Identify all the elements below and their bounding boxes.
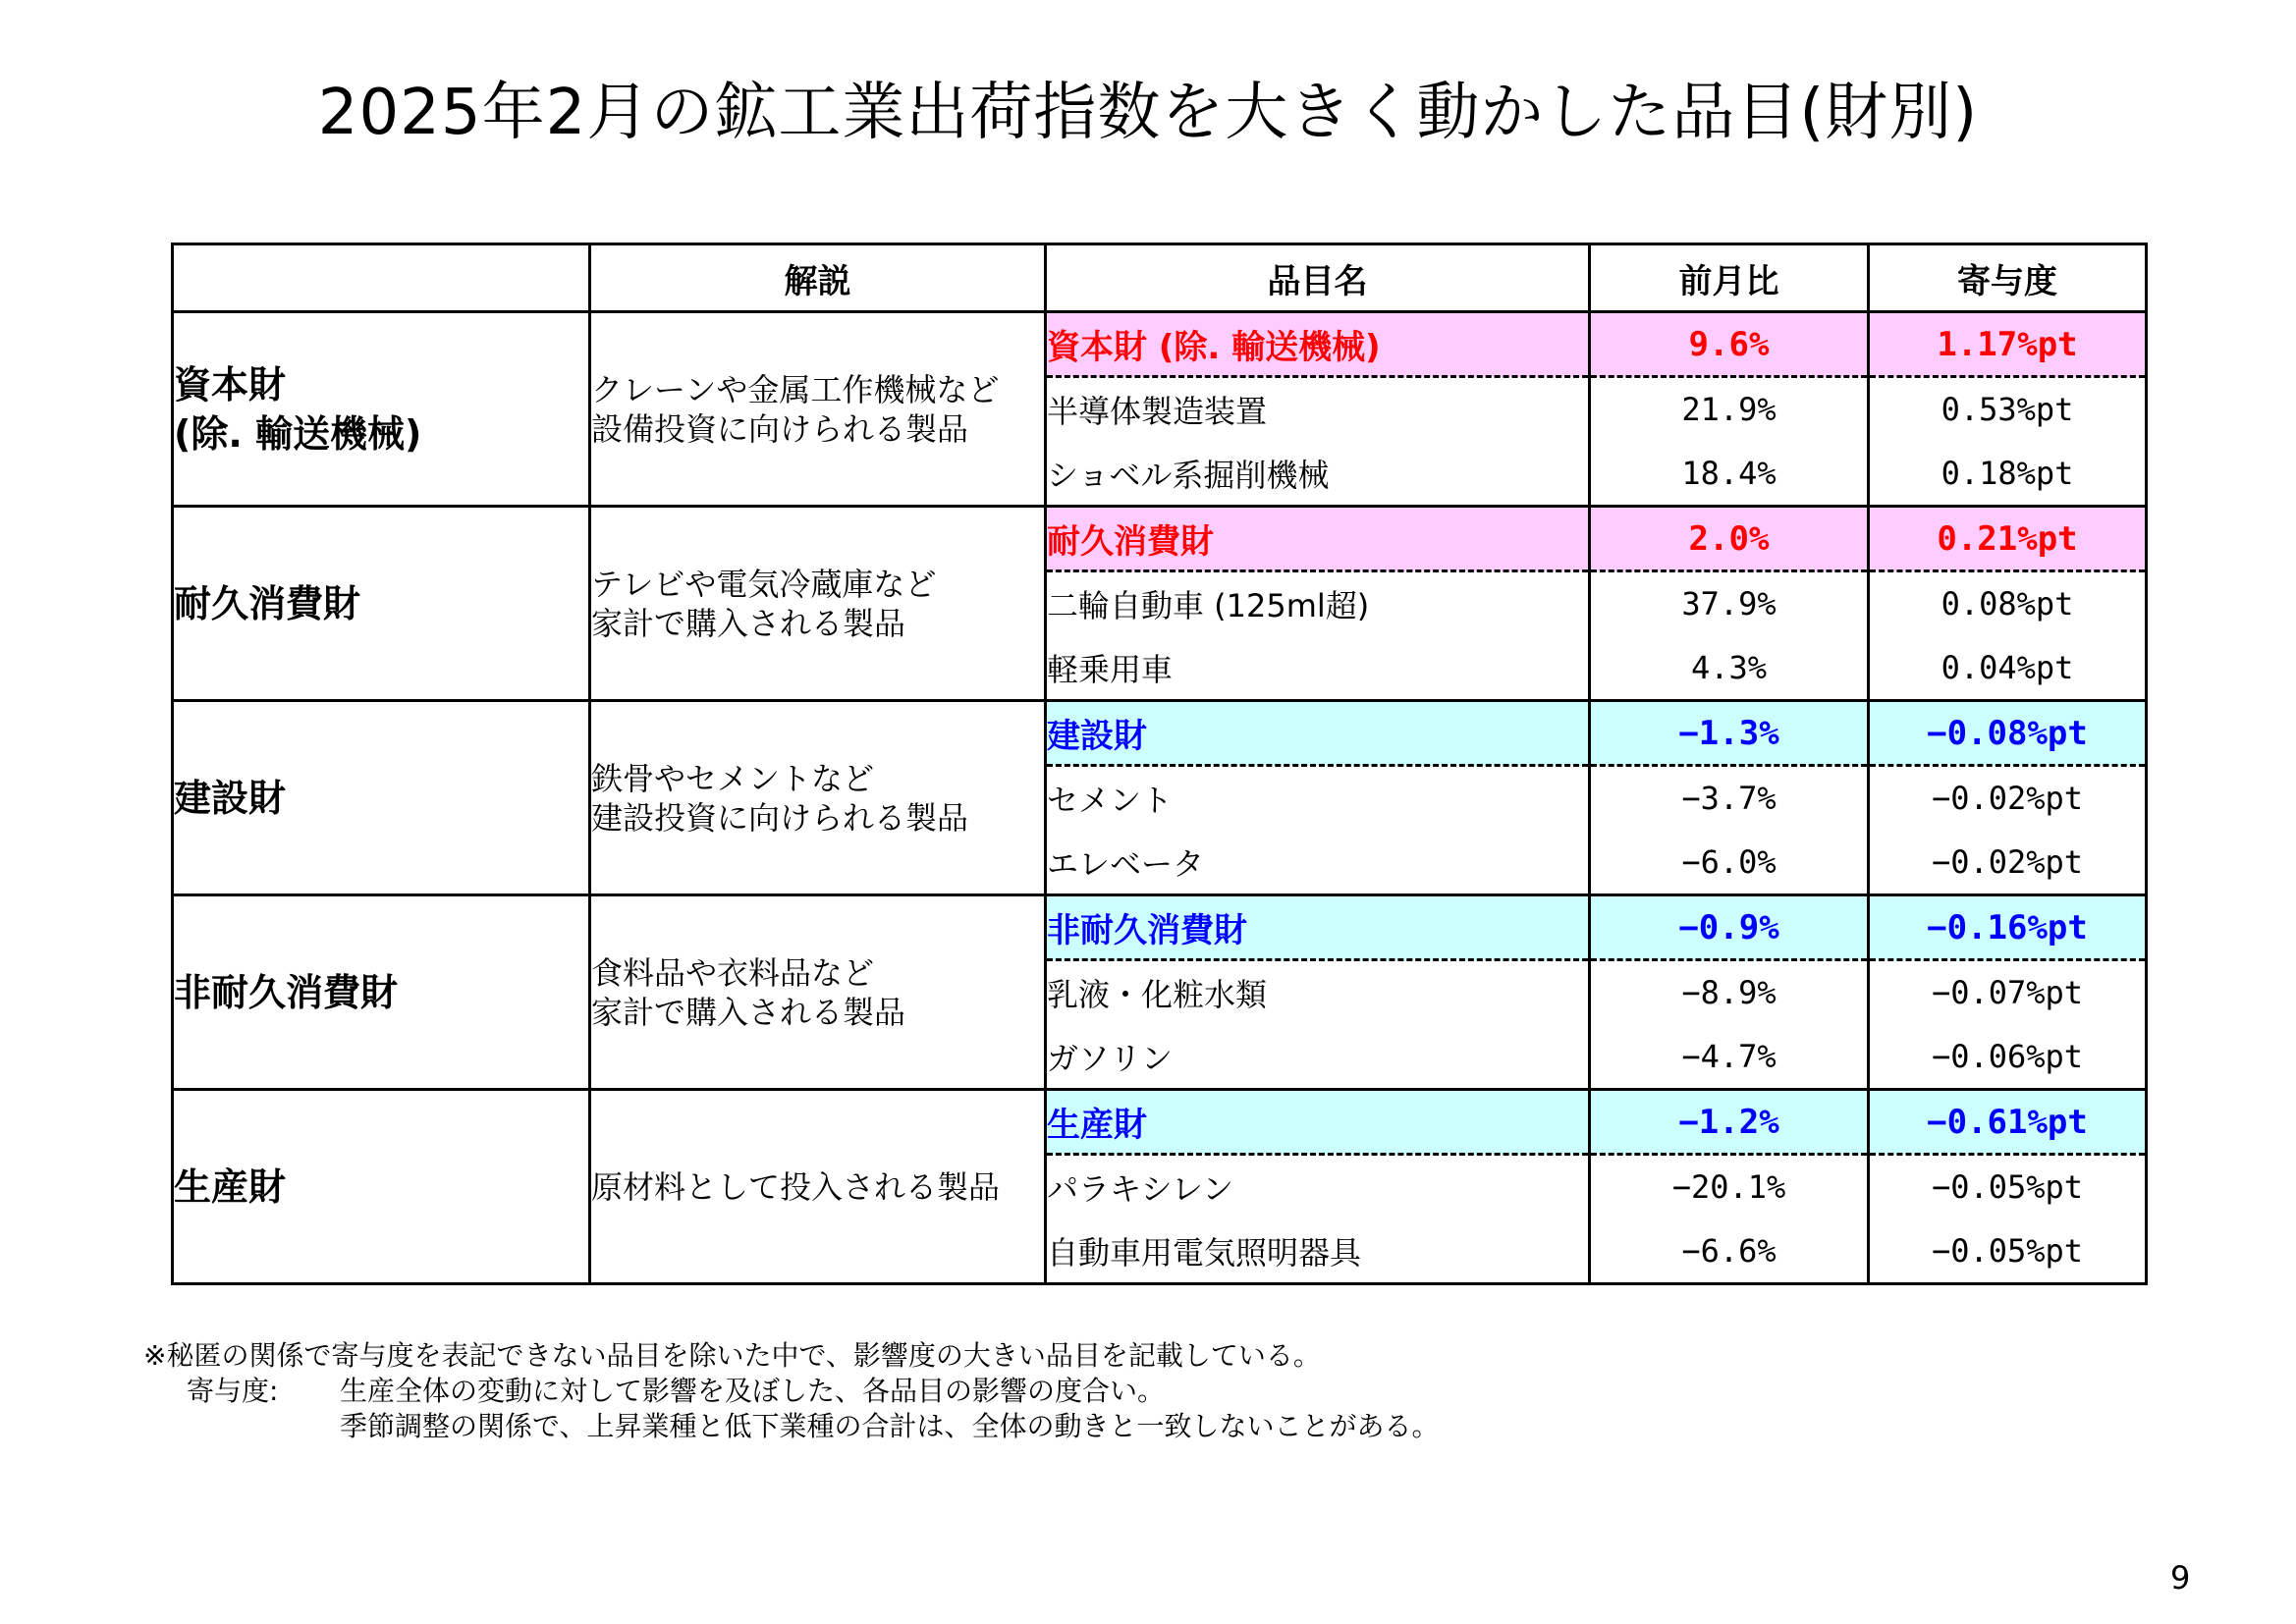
summary-row-producer-goods (173, 1090, 2147, 1155)
category-cell (173, 312, 590, 507)
description-line: 家計で購入される製品 (591, 993, 906, 1031)
header-description: 解説 (590, 244, 1046, 312)
category-label-sub: (除. 輸送機械) (174, 411, 422, 456)
summary-item-name: 建設財 (1046, 701, 1590, 766)
summary-contribution: 0.21%pt (1869, 507, 2147, 571)
category-label: 資本財 (174, 362, 287, 406)
description-cell (590, 701, 1046, 895)
footnotes (143, 1338, 1439, 1444)
description-line: 食料品や衣料品など (591, 953, 875, 992)
summary-contribution: −0.08%pt (1869, 701, 2147, 766)
footnote-line: 季節調整の関係で、上昇業種と低下業種の合計は、全体の動きと一致しないことがある。 (340, 1410, 1440, 1442)
item-name: 自動車用電気照明器具 (1046, 1219, 1590, 1284)
item-mom: 18.4% (1590, 442, 1869, 507)
summary-mom: −0.9% (1590, 895, 1869, 960)
category-cell (173, 1090, 590, 1284)
item-name: 半導体製造装置 (1046, 377, 1590, 442)
item-contribution: −0.06%pt (1869, 1025, 2147, 1090)
item-mom: −20.1% (1590, 1155, 1869, 1219)
header-item-name: 品目名 (1046, 244, 1590, 312)
contribution-table (171, 243, 2148, 1285)
item-mom: −6.6% (1590, 1219, 1869, 1284)
description-line: テレビや電気冷蔵庫など (591, 565, 937, 603)
item-name: ショベル系掘削機械 (1046, 442, 1590, 507)
item-name: 軽乗用車 (1046, 636, 1590, 701)
item-name: 二輪自動車 (125ml超) (1046, 571, 1590, 636)
summary-contribution: −0.61%pt (1869, 1090, 2147, 1155)
page-number: 9 (2170, 1559, 2191, 1597)
item-mom: −8.9% (1590, 960, 1869, 1025)
summary-mom: 2.0% (1590, 507, 1869, 571)
item-name: セメント (1046, 766, 1590, 831)
description-line: クレーンや金属工作機械など (591, 370, 1000, 408)
summary-item-name: 資本財 (除. 輸送機械) (1046, 312, 1590, 377)
summary-mom: −1.2% (1590, 1090, 1869, 1155)
table-body (173, 312, 2147, 1284)
description-line: 原材料として投入される製品 (591, 1167, 1001, 1206)
summary-mom: −1.3% (1590, 701, 1869, 766)
summary-mom: 9.6% (1590, 312, 1869, 377)
category-label: 生産財 (174, 1164, 287, 1209)
description-cell (590, 507, 1046, 701)
header-contribution: 寄与度 (1869, 244, 2147, 312)
item-contribution: 0.04%pt (1869, 636, 2147, 701)
summary-contribution: −0.16%pt (1869, 895, 2147, 960)
item-name: エレベータ (1046, 831, 1590, 895)
item-mom: −3.7% (1590, 766, 1869, 831)
summary-item-name: 耐久消費財 (1046, 507, 1590, 571)
footnote-line: ※秘匿の関係で寄与度を表記できない品目を除いた中で、影響度の大きい品目を記載している。 (143, 1339, 1321, 1372)
summary-item-name: 生産財 (1046, 1090, 1590, 1155)
table-header-row (173, 244, 2147, 312)
item-contribution: 0.53%pt (1869, 377, 2147, 442)
description-cell (590, 895, 1046, 1090)
item-contribution: −0.05%pt (1869, 1219, 2147, 1284)
category-label: 耐久消費財 (174, 581, 361, 625)
summary-row-capital-goods (173, 312, 2147, 377)
item-contribution: −0.02%pt (1869, 831, 2147, 895)
description-line: 建設投資に向けられる製品 (591, 798, 969, 837)
item-name: パラキシレン (1046, 1155, 1590, 1219)
summary-contribution: 1.17%pt (1869, 312, 2147, 377)
item-contribution: 0.18%pt (1869, 442, 2147, 507)
footnote-label: 寄与度: (187, 1375, 279, 1407)
item-contribution: −0.05%pt (1869, 1155, 2147, 1219)
summary-row-construction-goods (173, 701, 2147, 766)
description-cell (590, 312, 1046, 507)
category-label: 非耐久消費財 (174, 970, 399, 1014)
header-category (173, 244, 590, 312)
item-contribution: 0.08%pt (1869, 571, 2147, 636)
description-cell (590, 1090, 1046, 1284)
item-mom: 37.9% (1590, 571, 1869, 636)
category-cell (173, 701, 590, 895)
item-mom: 4.3% (1590, 636, 1869, 701)
description-line: 設備投資に向けられる製品 (591, 409, 969, 448)
summary-item-name: 非耐久消費財 (1046, 895, 1590, 960)
summary-row-nondurable-consumer-goods (173, 895, 2147, 960)
item-contribution: −0.02%pt (1869, 766, 2147, 831)
item-mom: −6.0% (1590, 831, 1869, 895)
footnote-text: 生産全体の変動に対して影響を及ぼした、各品目の影響の度合い。 (340, 1375, 1166, 1407)
item-name: 乳液・化粧水類 (1046, 960, 1590, 1025)
page-title: 2025年2月の鉱工業出荷指数を大きく動かした品目(財別) (317, 77, 1979, 149)
category-cell (173, 507, 590, 701)
item-name: ガソリン (1046, 1025, 1590, 1090)
category-label: 建設財 (174, 776, 287, 820)
category-cell (173, 895, 590, 1090)
description-line: 鉄骨やセメントなど (591, 759, 875, 797)
footnote-contribution-definition (143, 1374, 1439, 1409)
item-mom: −4.7% (1590, 1025, 1869, 1090)
item-contribution: −0.07%pt (1869, 960, 2147, 1025)
item-mom: 21.9% (1590, 377, 1869, 442)
header-month-over-month: 前月比 (1590, 244, 1869, 312)
description-line: 家計で購入される製品 (591, 604, 906, 642)
summary-row-durable-consumer-goods (173, 507, 2147, 571)
